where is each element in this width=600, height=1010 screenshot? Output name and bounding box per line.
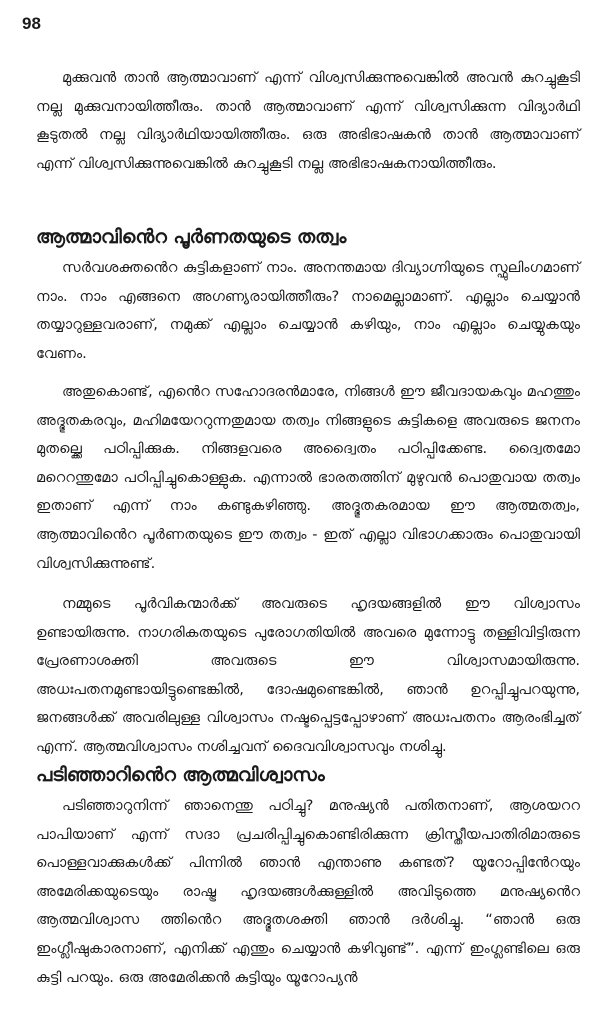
paragraph-children-of-almighty: സർവശക്തൻെറ കുട്ടികളാണ് നാം. അനന്തമായ ദിവ്യാഗ്നിയുടെ സ്ഫുലിംഗമാണ് നാം. നാം എങ്ങനെ അഗണ്യരായിത്തീരും? നാമെല്ലാമാണ്. എല്ലാം ചെയ്യാൻ തയ്യാറുള്ളവരാണ്, നമുക്ക് എല്ലാം ചെയ്യാൻ കഴിയും, നാം എല്ലാം ചെയ്യുകയും വേണം.: [36, 259, 580, 362]
intro-paragraph: മുക്കുവൻ താൻ ആത്മാവാണ് എന്ന് വിശ്വസിക്കുന്നുവെങ്കിൽ അവൻ കുറച്ചുകൂടി നല്ല മുക്കുവനായിത്തീരും. താൻ ആത്മാവാണ് എന്ന് വിശ്വസിക്കുന്ന വിദ്യാർഥി കൂടുതൽ നല്ല വിദ്യാർഥിയായിത്തീരും. ഒരു അഭിഭാഷകൻ താൻ ആത്മാവാണ് എന്ന് വിശ്വസിക്കുന്നുവെങ്കിൽ കുറച്ചുകൂടി നല്ല അഭിഭാഷകനായിത്തീരും.: [36, 69, 580, 172]
section-heading-west-self-confidence: പടിഞ്ഞാറിൻെറ ആത്മവിശ്വാസം: [36, 764, 325, 786]
paragraph-teach-children: അതുകൊണ്ട്, എൻെറ സഹോദരൻമാരേ, നിങ്ങൾ ഈ ജീവദായകവും മഹത്തും അദ്ഭുതകരവും, മഹിമയേററുന്നതുമായ തത്വം നിങ്ങളുടെ കുട്ടികളെ അവരുടെ ജനനം മുതല്ക്കെ പഠിപ്പിക്കുക. നിങ്ങളവരെ അദ്വൈതം പഠിപ്പിക്കേണ്ട. ദ്വൈതമോ മറെറന്തുമോ പഠിപ്പിച്ചുകൊള്ളുക. എന്നാൽ ഭാരതത്തിന് മുഴുവൻ പൊതുവായ തത്വം ഇതാണ് എന്ന് നാം കണ്ടുകഴിഞ്ഞു. അദ്ഭുതകരമായ ഈ ആത്മതത്വം, ആത്മാവിൻെറ പൂർണതയുടെ ഈ തത്വം - ഇത് എല്ലാ വിഭാഗക്കാരും പൊതുവായി വിശ്വസിക്കുന്നുണ്ട്.: [36, 383, 580, 572]
section-heading-perfection-of-soul: ആത്മാവിൻെറ പൂർണതയുടെ തത്വം: [36, 226, 347, 248]
paragraph-learned-from-west: പടിഞ്ഞാറുനിന്ന് ഞാനെന്തു പഠിച്ചു? മനുഷ്യൻ പതിതനാണ്, ആശയററ പാപിയാണ് എന്ന് സദാ പ്രചരിപ്പിച്ചുകൊണ്ടിരിക്കുന്ന ക്രിസ്തീയപാതിരിമാരുടെ പൊള്ളവാക്കുകൾക്ക് പിന്നിൽ ഞാൻ എന്താണു കണ്ടത്? യൂറോപ്പിൻേറയും അമേരിക്കയുടെയും രാഷ്ട്ര ഹൃദയങ്ങൾക്കുള്ളിൽ അവിടുത്തെ മനുഷ്യൻെറ ആത്മവിശ്വാസ ത്തിൻെറ അദ്ഭുതശക്തി ഞാൻ ദർശിച്ചു. “ഞാൻ ഒരു ഇംഗ്ലീഷുകാരനാണ്, എനിക്ക് എന്തും ചെയ്യാൻ കഴിവുണ്ട്”. എന്ന് ഇംഗ്ലണ്ടിലെ ഒരു കുട്ടി പറയും. ഒരു അമേരിക്കൻ കുട്ടിയും യൂറോപ്യൻ: [36, 797, 580, 986]
paragraph-ancestors-faith: നമ്മുടെ പൂർവികന്മാർക്ക് അവരുടെ ഹൃദയങ്ങളിൽ ഈ വിശ്വാസം ഉണ്ടായിരുന്നു. നാഗരികതയുടെ പുരോഗതിയിൽ അവരെ മുന്നോട്ടു തള്ളിവിട്ടിരുന്ന പ്രേരണാശക്തി അവരുടെ ഈ വിശ്വാസമായിരുന്നു. അധഃപതനമുണ്ടായിട്ടുണ്ടെങ്കിൽ, ദോഷമുണ്ടെങ്കിൽ, ഞാൻ ഉറപ്പിച്ചുപറയുന്നു, ജനങ്ങൾക്ക് അവരിലുള്ള വിശ്വാസം നഷ്ടപ്പെട്ടപ്പോഴാണ് അധഃപതനം ആരംഭിച്ചത് എന്ന്. ആത്മവിശ്വാസം നശിച്ചവന് ദൈവവിശ്വാസവും നശിച്ചു.: [36, 595, 580, 755]
page-number: 98: [22, 14, 41, 33]
